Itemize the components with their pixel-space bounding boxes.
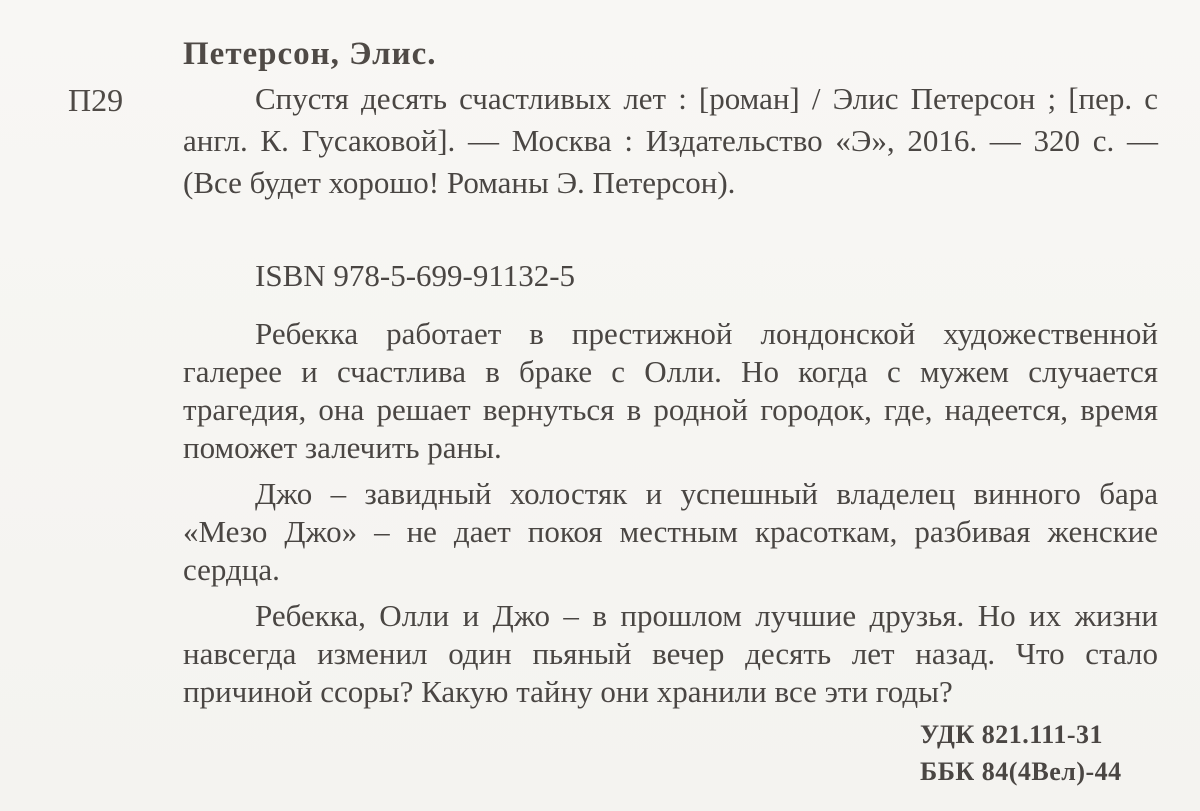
author-heading: Петерсон, Элис. (183, 36, 437, 72)
bbk-code: ББК 84(4Вел)-44 (920, 757, 1122, 786)
annotation-paragraph: Ребекка работает в престижной лондонской художественной галерее и счастлива в браке с Олли. Но когда с мужем случается трагедия, она решает вернуться в родной городок, где, надеется, время поможет залечить раны. (183, 316, 1158, 465)
annotation (183, 315, 1158, 719)
annotation-paragraph: Джо – завидный холостяк и успешный владелец винного бара «Мезо Джо» – не дает покоя местным красоткам, разбивая женские сердца. (183, 476, 1158, 587)
annotation-paragraph: Ребекка, Олли и Джо – в прошлом лучшие друзья. Но их жизни навсегда изменил один пьяный вечер десять лет назад. Что стало причиной ссоры? Какую тайну они хранили все эти годы? (183, 598, 1158, 709)
isbn: ISBN 978-5-699-91132-5 (255, 258, 576, 293)
udc-code: УДК 821.111-31 (920, 720, 1103, 749)
bibliographic-entry: Спустя десять счастливых лет : [роман] / Элис Петерсон ; [пер. с англ. К. Гусаковой]. — Москва : Издательство «Э», 2016. — 320 с. — (Все будет хорошо! Романы Э. Петерсон). (183, 81, 1158, 200)
author-mark: П29 (68, 82, 124, 118)
